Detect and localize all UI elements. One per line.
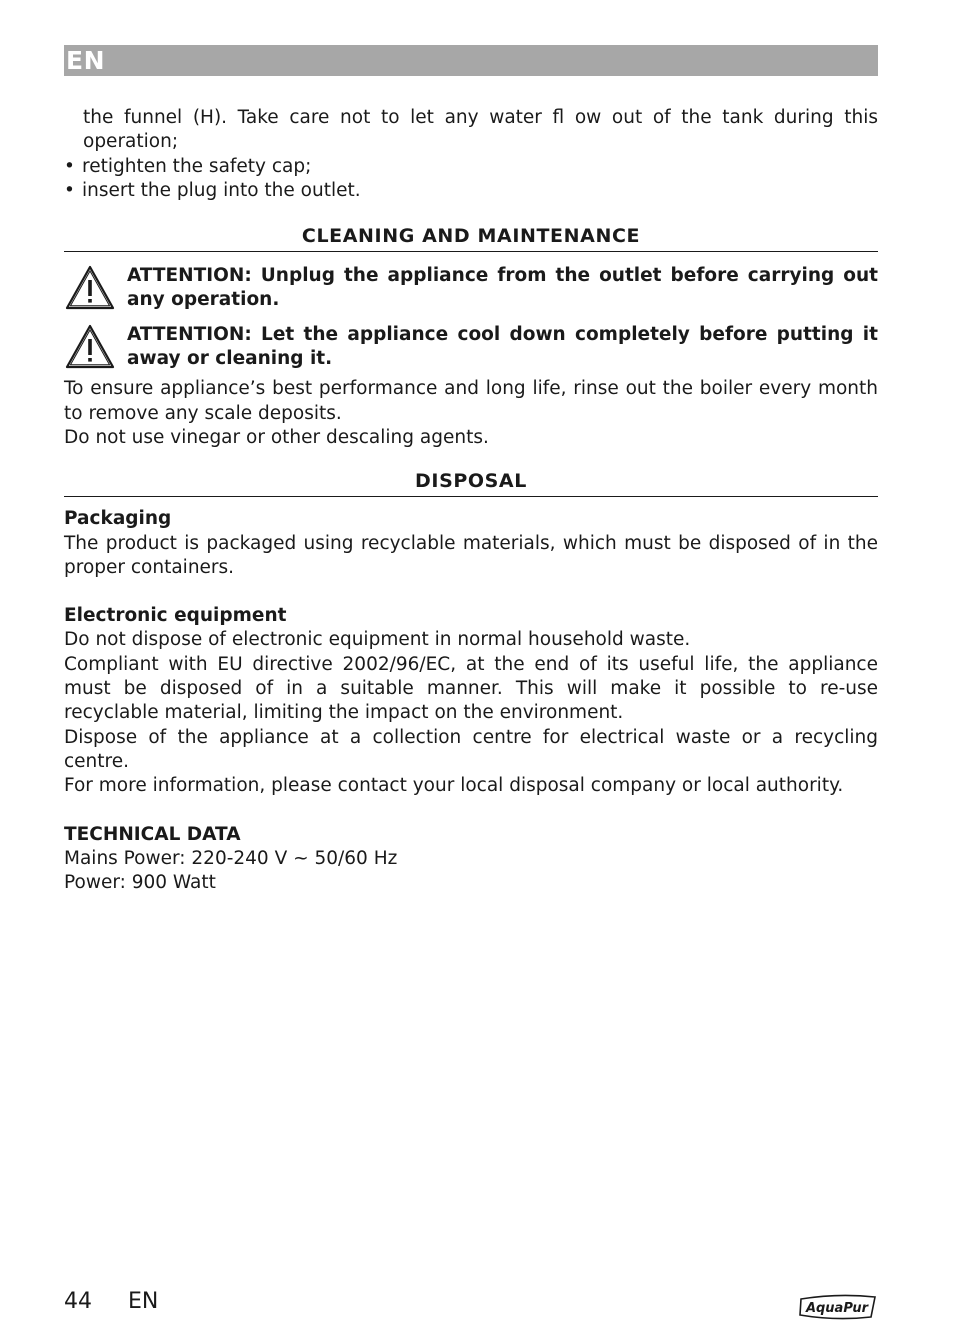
warning-triangle-icon: [64, 323, 116, 371]
electronic-paragraph: Do not dispose of electronic equipment in normal household waste.: [64, 629, 691, 651]
electronic-equipment-heading: Electronic equipment: [64, 605, 287, 627]
footer-language: EN: [128, 1289, 159, 1314]
warning-text: ATTENTION: Unplug the appliance from the outlet before carrying out any operation.: [127, 265, 878, 311]
electronic-paragraph: Compliant with EU directive 2002/96/EC, at the end of its useful life, the appliance must be disposed of in a suitable manner. This will make it possible to re-use recyclable material, limiting the impact on the environment.: [64, 653, 878, 724]
bullet-text: retighten the safety cap;: [82, 155, 312, 177]
language-code: EN: [66, 46, 106, 75]
bullet-item: [64, 155, 878, 179]
disposal-section-heading: DISPOSAL: [64, 470, 878, 497]
aquapur-logo: [798, 1291, 878, 1321]
warning-block: [64, 323, 878, 372]
mains-power-spec: Mains Power: 220-240 V ~ 50/60 Hz: [64, 847, 398, 869]
power-spec: Power: 900 Watt: [64, 872, 216, 894]
manual-page: [64, 45, 878, 895]
packaging-text: The product is packaged using recyclable materials, which must be disposed of in the proper containers.: [64, 532, 878, 578]
logo-text: AquaPur: [805, 1301, 869, 1316]
language-header-bar: [64, 45, 878, 76]
page-number: 44: [64, 1289, 92, 1314]
cleaning-paragraph: To ensure appliance’s best performance and long life, rinse out the boiler every month to remove any scale deposits.: [64, 378, 878, 424]
bullet-text: insert the plug into the outlet.: [82, 179, 361, 201]
cleaning-section-heading: CLEANING AND MAINTENANCE: [64, 225, 878, 252]
warning-triangle-icon: [64, 264, 116, 312]
page-footer: [64, 1287, 878, 1327]
packaging-heading: Packaging: [64, 508, 172, 530]
electronic-paragraph: For more information, please contact your local disposal company or local authority.: [64, 775, 844, 797]
technical-data-heading: TECHNICAL DATA: [64, 823, 241, 845]
intro-block: [64, 106, 878, 203]
bullet-item: [64, 179, 878, 203]
electronic-paragraph: Dispose of the appliance at a collection centre for electrical waste or a recycling centre.: [64, 726, 878, 772]
warning-block: [64, 264, 878, 313]
cleaning-paragraph: Do not use vinegar or other descaling agents.: [64, 426, 489, 448]
warning-text: ATTENTION: Let the appliance cool down completely before putting it away or cleaning it.: [127, 323, 878, 370]
intro-line: the funnel (H). Take care not to let any water fl ow out of the tank during this operation;: [83, 107, 878, 153]
